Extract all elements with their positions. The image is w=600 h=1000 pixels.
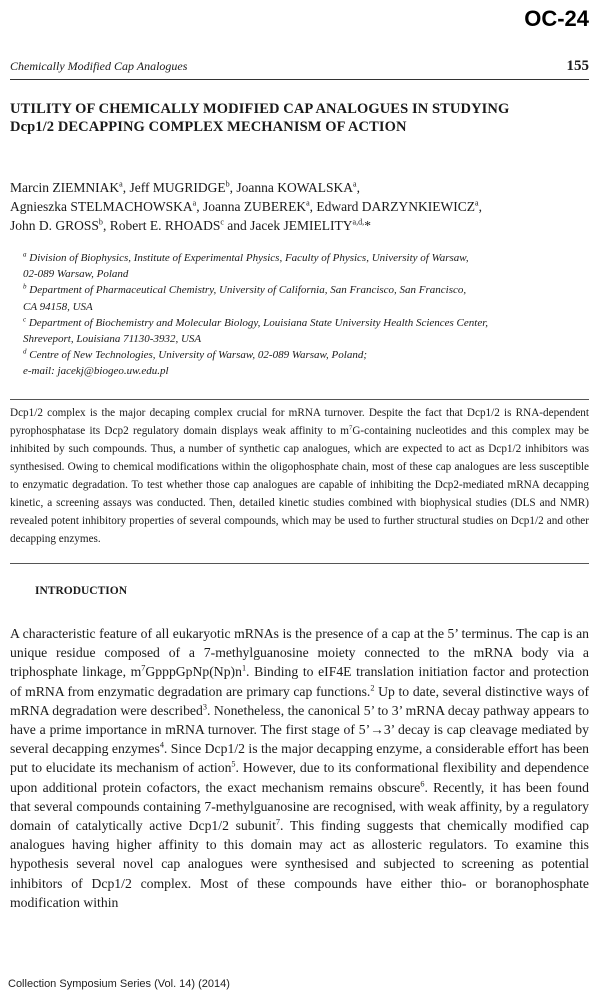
running-header (10, 58, 589, 80)
abstract-divider-bottom (10, 563, 589, 564)
affiliation-a: $^a$ Division of Biophysics, Institute of Experimental Physics, Faculty of Physics, University of Warsaw, 02-089 Warsaw, Poland (23, 250, 469, 281)
affiliation-b: $^b$ Department of Pharmaceutical Chemistry, University of California, San Francisco, San Francisco, CA 94158, USA (23, 282, 467, 313)
author: Joanna ZUBEREK$^a$, (202, 198, 317, 214)
section-heading-introduction: INTRODUCTION (35, 585, 128, 597)
author-list (10, 178, 590, 235)
affiliations (23, 250, 590, 380)
author: Agnieszka STELMACHOWSKA$^a$, (10, 198, 203, 214)
author: Edward DARZYNKIEWICZ$^a$, (316, 198, 482, 214)
abstract-divider-top (10, 399, 589, 400)
author: Jeff MUGRIDGE$^b$, (129, 179, 237, 195)
affiliation-c: $^c$ Department of Biochemistry and Molecular Biology, Louisiana State University Health Sciences Center, Shreveport, Louisiana 71130-3932, USA (23, 315, 489, 346)
author: John D. GROSS$^b$, (10, 217, 110, 233)
introduction-text: A characteristic feature of all eukaryotic mRNAs is the presence of a cap at the 5’ terminus. The cap is an unique residue composed of a 7-methylguanosine moiety connected to the mRNA body via a triphosphate linkage, $m^7GpppGpNp(Np)n^1$. Binding to eIF4E translation initiation factor and protection of mRNA from enzymatic degradation are primary cap functions.$^2$ Up to date, several distinctive ways of mRNA degradation were described$^3$. Nonetheless, the canonical 5’ to 3’ mRNA decay pathway appears to have a prime importance in mRNA turnover. The first stage of 5’→3’ decay is cap cleavage mediated by several decapping enzymes$^4$. Since Dcp1/2 is the major decapping enzyme, a considerable effort has been put to elucidate its mechanism of action$^5$. However, due to its conformational flexibility and dependence upon additional protein cofactors, the exact mechanism remains obscure$^6$. Recently, it has been found that several compounds containing 7-methylguanosine are recognised, with weak affinity, by a regulatory domain of catalytically active Dcp1/2 subunit$^7$. This finding suggests that chemically modified cap analogues having higher affinity to this domain may act as allosteric regulators. To examine this hypothesis several novel cap analogues were synthesised and subjected to screening as potential inhibitors of Dcp1/2 complex. Most of these compounds have either thio- or boranophosphate modification within (10, 626, 590, 910)
affiliation-d: $^d$ Centre of New Technologies, University of Warsaw, 02-089 Warsaw, Poland; e-mail: jacekj@biogeo.uw.edu.pl (23, 347, 367, 378)
contact-email: e-mail: jacekj@biogeo.uw.edu.pl (23, 365, 169, 378)
title-line-2: Dcp1/2 DECAPPING COMPLEX MECHANISM OF ACTION (10, 119, 407, 135)
author: Marcin ZIEMNIAK$^a$, (10, 179, 130, 195)
abstract-code: OC-24 (524, 6, 589, 31)
author: Joanna KOWALSKA$^a$, (236, 179, 360, 195)
paper-title (10, 100, 589, 136)
journal-section-title: Chemically Modified Cap Analogues (10, 59, 188, 73)
title-line-1: UTILITY OF CHEMICALLY MODIFIED CAP ANALOGUES IN STUDYING (10, 101, 510, 117)
page-number: 155 (566, 58, 589, 74)
author: Jacek $JEMIELITY^{a,d,}*$ (250, 217, 371, 233)
abstract-text: Dcp1/2 complex is the major decaping complex crucial for mRNA turnover. Despite the fact that Dcp1/2 is RNA-dependent pyrophosphatase its Dcp2 regulatory domain displays weak affinity to $m^7G$-containing nucleotides and this complex may be inhibited by such compounds. Thus, a number of synthetic cap analogues, which are expected to act as Dcp1/2 inhibitors was synthesised. Owing to chemical modifications within the oligophosphate chain, most of these cap analogues are less susceptible to enzymatic degradation. To test whether those cap analogues are capable of inhibiting the Dcp2-mediated mRNA decapping kinetic, a screening assays was conducted. Then, detailed kinetic studies combined with biophysical studies (DLS and NMR) revealed potent inhibitory properties of several compounds, which may be used to further structural studies on Dcp1/2 and other decapping enzymes. (10, 407, 589, 545)
author: Robert E. RHOADS$^c$ and (109, 217, 251, 233)
footer-series: Collection Symposium Series (Vol. 14) (2014) (8, 978, 230, 990)
